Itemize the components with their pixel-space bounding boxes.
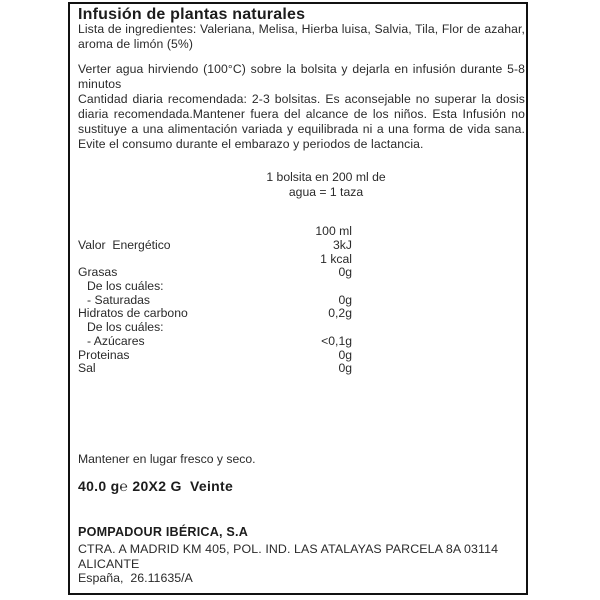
nutrition-value: <0,1g (321, 333, 352, 348)
manufacturer-name: POMPADOUR IBÉRICA, S.A (78, 525, 248, 539)
nutrition-label: Valor Energético (78, 238, 171, 252)
nutrition-table (78, 239, 525, 376)
nutrition-label: Sal (78, 361, 96, 376)
ingredients-text: Lista de ingredientes: Valeriana, Melisa, Hierba luisa, Salvia, Tila, Flor de azahar, aroma de limón (5%) (78, 22, 525, 51)
nutrition-row-fat (78, 266, 525, 280)
manufacturer-block (78, 525, 525, 586)
net-weight-line: 40.0 g℮ 20X2 G Veinte (78, 478, 234, 494)
serving-note-line1: 1 bolsita en 200 ml de (266, 170, 386, 184)
serving-note (191, 170, 461, 200)
manufacturer-registration: España, 26.11635/A (78, 571, 193, 586)
product-label-panel (68, 2, 528, 595)
nutrition-row-energy-kj (78, 239, 525, 253)
daily-dose-advisory-text: Cantidad diaria recomendada: 2-3 bolsitas. Es aconsejable no superar la dosis diaria recomendada.Mantener fuera del alcance de los niños. Esta Infusión no sustituye a una alimentación variada y equilibrada ni a una forma de vida sana. Evite el consumo durante el embarazo y periodos de lactancia. (78, 92, 525, 151)
nutrition-row-of-which-1 (78, 280, 525, 294)
nutrition-label: Grasas (78, 265, 118, 280)
nutrition-label: - Azúcares (87, 333, 145, 348)
storage-instructions-text: Mantener en lugar fresco y seco. (78, 452, 256, 466)
serving-note-line2: agua = 1 taza (288, 185, 364, 199)
nutrition-value: 0g (338, 347, 352, 362)
nutrition-row-energy-kcal (78, 253, 525, 267)
nutrition-value: 3kJ (333, 238, 352, 252)
product-title: Infusión de plantas naturales (78, 6, 306, 23)
nutrition-row-salt (78, 362, 525, 376)
nutrition-label: Proteinas (78, 347, 130, 362)
nutrition-label: Hidratos de carbono (78, 306, 188, 321)
nutrition-row-of-which-2 (78, 321, 525, 335)
nutrition-label: - Saturadas (87, 292, 151, 307)
nutrition-value: 0g (338, 265, 352, 280)
nutrition-row-sugars (78, 335, 525, 349)
preparation-text: Verter agua hirviendo (100°C) sobre la bolsita y dejarla en infusión durante 5-8 minutos (78, 62, 525, 91)
nutrition-label: De los cuáles: (87, 320, 164, 335)
instructions-block (78, 62, 525, 152)
manufacturer-address: CTRA. A MADRID KM 405, POL. IND. LAS ATALAYAS PARCELA 8A 03114 ALICANTE (78, 542, 499, 571)
nutrition-label: De los cuáles: (87, 279, 164, 294)
nutrition-value: 0,2g (328, 306, 352, 321)
ingredients-block (78, 22, 525, 52)
nutrition-row-saturates (78, 294, 525, 308)
nutrition-value: 1 kcal (320, 251, 352, 266)
nutrition-value: 0g (338, 292, 352, 307)
nutrition-row-protein (78, 349, 525, 363)
nutrition-row-carbohydrate (78, 307, 525, 321)
nutrition-column-header: 100 ml (315, 224, 352, 238)
nutrition-value: 0g (338, 361, 352, 376)
